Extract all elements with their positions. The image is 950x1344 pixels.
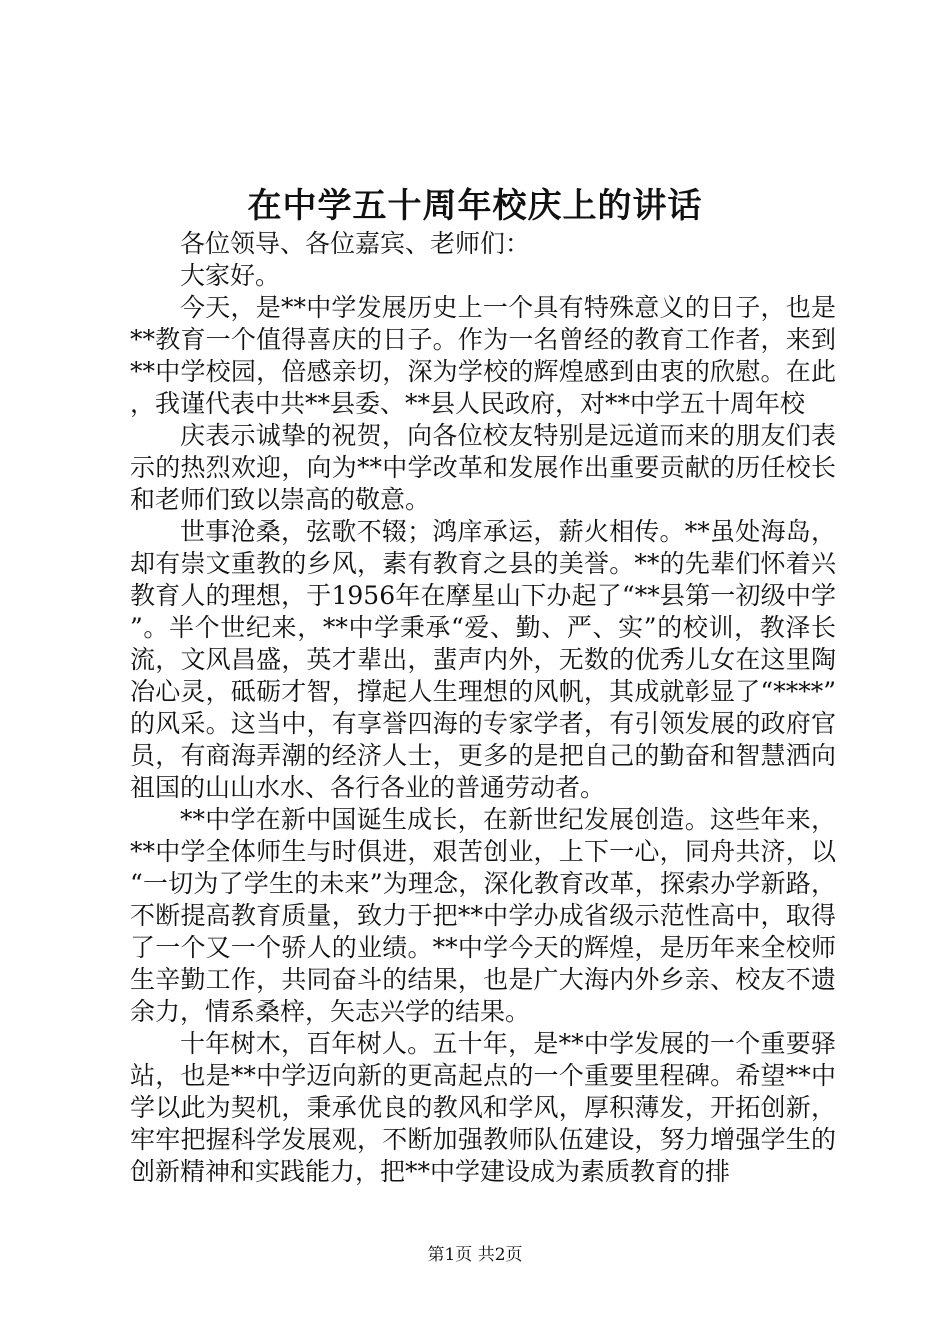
paragraph: 世事沧桑，弦歌不辍；鸿庠承运，薪火相传。**虽处海岛，却有崇文重教的乡风，素有教育之县的美誉。**的先辈们怀着兴教育人的理想，于1956年在摩星山下办起了“**县第一初级中学”。半个世纪来，**中学秉承“爱、勤、严、实”的校训，教泽长流，文风昌盛，英才辈出，蜚声内外，无数的优秀儿女在这里陶冶心灵，砥砺才智，撑起人生理想的风帆，其成就彰显了“****”的风采。这当中，有享誉四海的专家学者，有引领发展的政府官员，有商海弄潮的经济人士，更多的是把自己的勤奋和智慧洒向祖国的山山水水、各行各业的普通劳动者。 — [130, 517, 836, 802]
paragraph: 今天，是**中学发展历史上一个具有特殊意义的日子，也是**教育一个值得喜庆的日子。作为一名曾经的教育工作者，来到**中学校园，倍感亲切，深为学校的辉煌感到由衷的欣慰。在此，我谨代表中共**县委、**县人民政府，对**中学五十周年校 — [130, 293, 836, 418]
paragraph: 十年树木，百年树人。五十年，是**中学发展的一个重要驿站，也是**中学迈向新的更高起点的一个重要里程碑。希望**中学以此为契机，秉承优良的教风和学风，厚积薄发，开拓创新，牢牢把握科学发展观，不断加强教师队伍建设，努力增强学生的创新精神和实践能力，把**中学建设成为素质教育的排 — [130, 1029, 836, 1186]
page-number: 第1页 共2页 — [427, 1245, 523, 1265]
document-title: 在中学五十周年校庆上的讲话 — [247, 186, 703, 226]
document-body — [130, 228, 836, 1188]
paragraph: **中学在新中国诞生成长，在新世纪发展创造。这些年来，**中学全体师生与时俱进，艰苦创业，上下一心，同舟共济，以“一切为了学生的未来”为理念，深化教育改革，探索办学新路，不断提高教育质量，致力于把**中学办成省级示范性高中，取得了一个又一个骄人的业绩。**中学今天的辉煌，是历年来全校师生辛勤工作，共同奋斗的结果，也是广大海内外乡亲、校友不遗余力，情系桑梓，矢志兴学的结果。 — [130, 805, 836, 1026]
paragraph-salutation: 各位领导、各位嘉宾、老师们： — [180, 229, 531, 258]
paragraph: 庆表示诚挚的祝贺，向各位校友特别是远道而来的朋友们表示的热烈欢迎，向为**中学改革和发展作出重要贡献的历任校长和老师们致以崇高的敬意。 — [130, 421, 836, 514]
paragraph-greeting: 大家好。 — [180, 261, 281, 290]
